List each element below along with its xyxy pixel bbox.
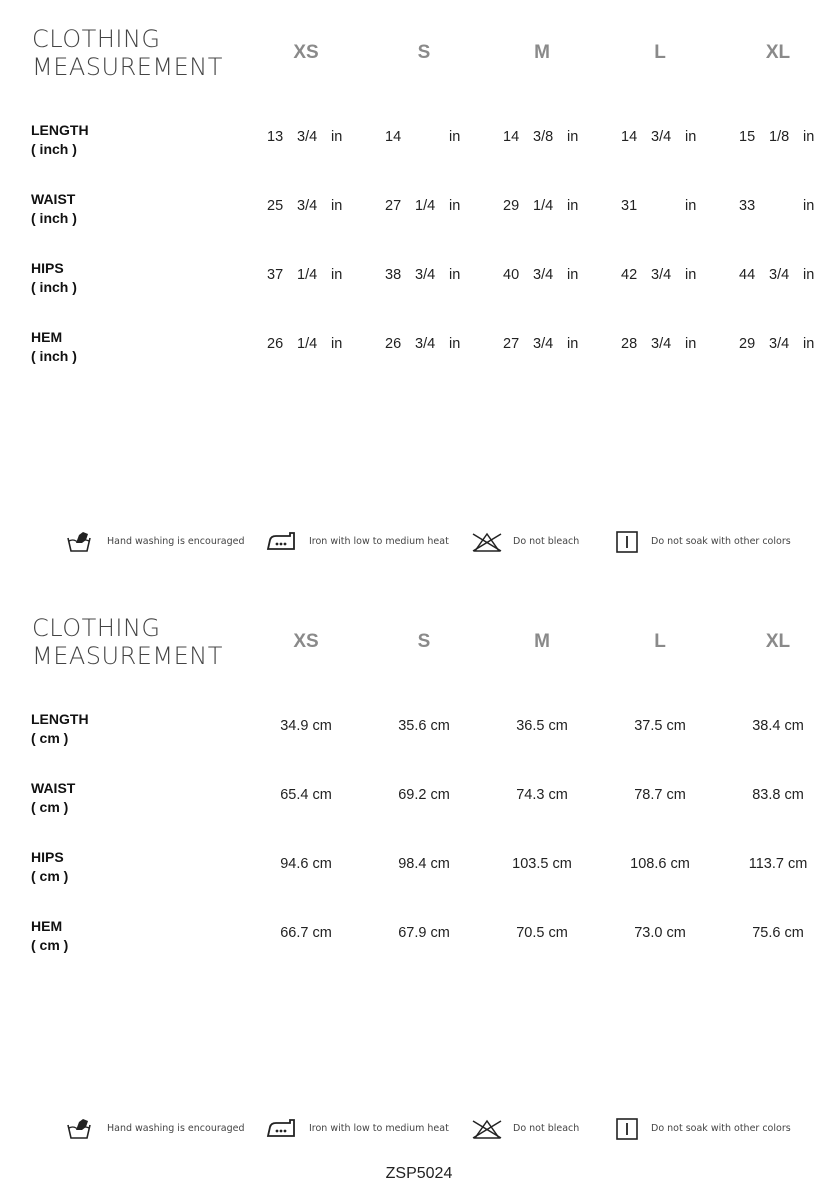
- value-unit: in: [449, 267, 461, 283]
- table-cell: [739, 336, 829, 356]
- care-text: Do not bleach: [513, 1123, 580, 1134]
- value-fraction: 3/4: [651, 336, 672, 352]
- value-whole: 28: [621, 336, 638, 352]
- row-label-waist: [31, 779, 75, 817]
- table-cell: 36.5 cm: [516, 718, 568, 734]
- measure-unit: ( cm ): [31, 730, 69, 746]
- measure-name: LENGTH: [31, 711, 89, 727]
- table-cell: 38.4 cm: [752, 718, 804, 734]
- table-cell: [503, 129, 593, 149]
- row-label-waist: [31, 190, 77, 228]
- no-soak-icon: [616, 1118, 638, 1145]
- table-cell: 65.4 cm: [280, 787, 332, 803]
- value-whole: 31: [621, 198, 638, 214]
- value-whole: 25: [267, 198, 284, 214]
- row-label-hips: [31, 259, 77, 297]
- value-fraction: 3/4: [533, 336, 554, 352]
- value-whole: 13: [267, 129, 284, 145]
- size-header-l: L: [654, 631, 666, 652]
- value-unit: in: [803, 198, 815, 214]
- row-label-hem: [31, 917, 68, 955]
- care-text: Do not bleach: [513, 536, 580, 547]
- value-whole: 26: [267, 336, 284, 352]
- row-label-length: [31, 710, 89, 748]
- measure-name: HEM: [31, 329, 63, 345]
- value-unit: in: [685, 336, 697, 352]
- table-cell: [267, 267, 357, 287]
- measure-unit: ( cm ): [31, 799, 69, 815]
- value-whole: 14: [621, 129, 638, 145]
- table-cell: [267, 198, 357, 218]
- value-unit: in: [803, 129, 815, 145]
- value-fraction: 1/4: [297, 336, 318, 352]
- value-unit: in: [331, 198, 343, 214]
- size-header-xl: XL: [765, 42, 791, 63]
- care-text: Do not soak with other colors: [651, 536, 791, 547]
- measure-unit: ( inch ): [31, 279, 77, 295]
- table-cell: 78.7 cm: [634, 787, 686, 803]
- size-header-xs: XS: [293, 42, 319, 63]
- table-cell: [385, 267, 475, 287]
- table-cell: 103.5 cm: [512, 856, 572, 872]
- value-whole: 15: [739, 129, 756, 145]
- table-cell: [267, 129, 357, 149]
- table-cell: 69.2 cm: [398, 787, 450, 803]
- table-cell: 37.5 cm: [634, 718, 686, 734]
- measure-unit: ( inch ): [31, 141, 77, 157]
- care-text: Hand washing is encouraged: [107, 536, 245, 547]
- product-code: ZSP5024: [385, 1165, 453, 1182]
- measure-name: WAIST: [31, 780, 76, 796]
- size-header-xs: XS: [293, 631, 319, 652]
- table-cell: [385, 198, 475, 218]
- size-header-m: M: [534, 631, 550, 652]
- value-unit: in: [449, 129, 461, 145]
- title-line-2: MEASUREMENT: [32, 642, 223, 670]
- table-cell: 98.4 cm: [398, 856, 450, 872]
- value-unit: in: [803, 267, 815, 283]
- table-cell: [385, 336, 475, 356]
- value-unit: in: [685, 267, 697, 283]
- measure-name: WAIST: [31, 191, 76, 207]
- size-header-s: S: [417, 631, 431, 652]
- table-cell: 35.6 cm: [398, 718, 450, 734]
- size-header-l: L: [654, 42, 666, 63]
- value-whole: 14: [385, 129, 402, 145]
- value-fraction: 3/4: [769, 267, 790, 283]
- title-line-2: MEASUREMENT: [32, 53, 223, 81]
- title-line-1: CLOTHING: [32, 25, 161, 53]
- measure-unit: ( cm ): [31, 868, 69, 884]
- value-fraction: 1/4: [415, 198, 436, 214]
- measure-name: HIPS: [31, 260, 64, 276]
- no-bleach-icon: [471, 1118, 503, 1145]
- care-text: Iron with low to medium heat: [309, 1123, 449, 1134]
- table-cell: [621, 198, 711, 218]
- inch-table-title: [32, 25, 223, 81]
- value-whole: 14: [503, 129, 520, 145]
- value-unit: in: [331, 267, 343, 283]
- value-whole: 27: [385, 198, 402, 214]
- no-bleach-icon: [471, 531, 503, 558]
- row-label-hem: [31, 328, 77, 366]
- table-cell: 94.6 cm: [280, 856, 332, 872]
- value-fraction: 1/8: [769, 129, 790, 145]
- measure-name: LENGTH: [31, 122, 89, 138]
- value-unit: in: [449, 336, 461, 352]
- value-unit: in: [449, 198, 461, 214]
- table-cell: 67.9 cm: [398, 925, 450, 941]
- table-cell: [739, 129, 829, 149]
- table-cell: [503, 336, 593, 356]
- row-label-length: [31, 121, 89, 159]
- value-unit: in: [685, 198, 697, 214]
- table-cell: [621, 129, 711, 149]
- iron-icon: [266, 531, 296, 556]
- value-fraction: 1/4: [297, 267, 318, 283]
- size-header-s: S: [417, 42, 431, 63]
- size-header-m: M: [534, 42, 550, 63]
- table-cell: [739, 198, 829, 218]
- table-cell: [503, 198, 593, 218]
- value-unit: in: [803, 336, 815, 352]
- table-cell: 83.8 cm: [752, 787, 804, 803]
- value-whole: 42: [621, 267, 638, 283]
- value-unit: in: [331, 129, 343, 145]
- measure-name: HEM: [31, 918, 63, 934]
- value-fraction: 3/4: [415, 267, 436, 283]
- row-label-hips: [31, 848, 68, 886]
- value-fraction: 3/4: [769, 336, 790, 352]
- value-unit: in: [567, 198, 579, 214]
- table-cell: [267, 336, 357, 356]
- value-unit: in: [567, 336, 579, 352]
- table-cell: 75.6 cm: [752, 925, 804, 941]
- cm-table-title: [32, 614, 223, 670]
- table-cell: [739, 267, 829, 287]
- title-line-1: CLOTHING: [32, 614, 161, 642]
- value-fraction: 1/4: [533, 198, 554, 214]
- measure-name: HIPS: [31, 849, 64, 865]
- iron-icon: [266, 1118, 296, 1143]
- value-fraction: 3/8: [533, 129, 554, 145]
- value-fraction: 3/4: [297, 198, 318, 214]
- value-whole: 27: [503, 336, 520, 352]
- value-whole: 33: [739, 198, 756, 214]
- table-cell: [503, 267, 593, 287]
- value-whole: 38: [385, 267, 402, 283]
- table-cell: 70.5 cm: [516, 925, 568, 941]
- value-unit: in: [567, 267, 579, 283]
- table-cell: 73.0 cm: [634, 925, 686, 941]
- value-whole: 37: [267, 267, 284, 283]
- care-text: Do not soak with other colors: [651, 1123, 791, 1134]
- value-fraction: 3/4: [651, 267, 672, 283]
- value-whole: 29: [739, 336, 756, 352]
- measure-unit: ( inch ): [31, 210, 77, 226]
- value-whole: 29: [503, 198, 520, 214]
- table-cell: [621, 336, 711, 356]
- table-cell: 108.6 cm: [630, 856, 690, 872]
- hand-wash-icon: [67, 1118, 93, 1145]
- value-unit: in: [685, 129, 697, 145]
- measure-unit: ( cm ): [31, 937, 69, 953]
- table-cell: 74.3 cm: [516, 787, 568, 803]
- value-whole: 26: [385, 336, 402, 352]
- value-whole: 40: [503, 267, 520, 283]
- size-header-xl: XL: [765, 631, 791, 652]
- table-cell: 34.9 cm: [280, 718, 332, 734]
- care-text: Hand washing is encouraged: [107, 1123, 245, 1134]
- value-whole: 44: [739, 267, 756, 283]
- value-unit: in: [567, 129, 579, 145]
- value-fraction: 3/4: [651, 129, 672, 145]
- measure-unit: ( inch ): [31, 348, 77, 364]
- value-fraction: 3/4: [533, 267, 554, 283]
- table-cell: 66.7 cm: [280, 925, 332, 941]
- value-fraction: 3/4: [297, 129, 318, 145]
- table-cell: 113.7 cm: [748, 856, 808, 872]
- care-text: Iron with low to medium heat: [309, 536, 449, 547]
- no-soak-icon: [616, 531, 638, 558]
- value-fraction: 3/4: [415, 336, 436, 352]
- table-cell: [621, 267, 711, 287]
- table-cell: [385, 129, 475, 149]
- hand-wash-icon: [67, 531, 93, 558]
- value-unit: in: [331, 336, 343, 352]
